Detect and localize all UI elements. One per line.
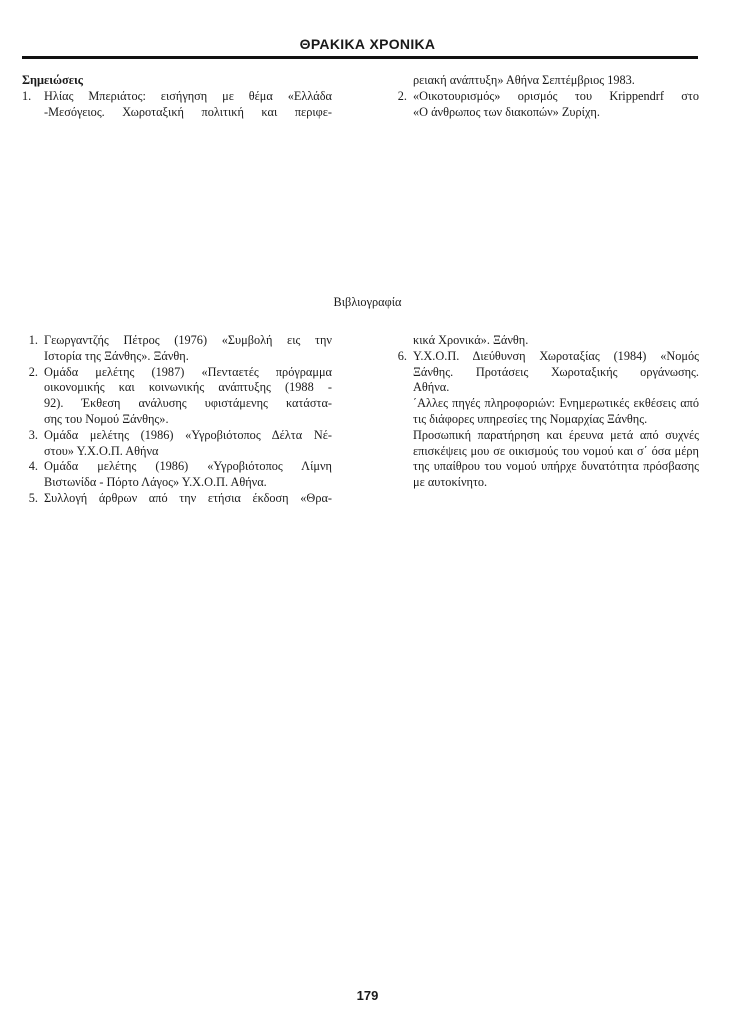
bibliography-item bbox=[22, 428, 332, 444]
bibliography-text: Βιστωνίδα - Πόρτο Λάγος» Υ.Χ.Ο.Π. Αθήνα. bbox=[44, 475, 267, 490]
bibliography-text: Ξάνθης. Προτάσεις Χωροταξικής οργάνωσης. bbox=[413, 364, 699, 379]
bibliography-item bbox=[22, 365, 332, 381]
note-text: Ηλίας Μπεριάτος: εισήγηση με θέμα «Ελλάδα bbox=[44, 88, 332, 103]
notes-left-column bbox=[22, 73, 332, 120]
note-item bbox=[22, 89, 332, 105]
bibliography-right-column bbox=[391, 333, 699, 491]
bibliography-text: Ομάδα μελέτης (1987) «Πενταετές πρόγραμμα bbox=[44, 364, 332, 379]
page-number: 179 bbox=[356, 988, 379, 1003]
bibliography-text: Ομάδα μελέτης (1986) «Υγροβιότοπος Λίμνη bbox=[44, 459, 332, 474]
bibliography-item bbox=[22, 459, 332, 475]
bibliography-text: κικά Χρονικά». Ξάνθη. bbox=[413, 333, 529, 347]
bibliography-number: 5. bbox=[28, 490, 38, 505]
other-sources-paragraph: ΄Αλλες πηγές πληροφοριών: Ενημερωτικές εκθέσεις από τις διάφορες υπηρεσίες της Νομαρχίας Ξάνθης. bbox=[413, 396, 699, 426]
bibliography-number: 3. bbox=[28, 427, 38, 442]
bibliography-number: 6. bbox=[397, 348, 407, 363]
bibliography-text: Ομάδα μελέτης (1986) «Υγροβιότοπος Δέλτα Νέ- bbox=[44, 427, 332, 442]
bibliography-text: Υ.Χ.Ο.Π. Διεύθυνση Χωροταξίας (1984) «Νομός bbox=[413, 348, 699, 363]
bibliography-item bbox=[391, 349, 699, 365]
bibliography-text: Ιστορία της Ξάνθης». Ξάνθη. bbox=[44, 348, 189, 363]
bibliography-text: Αθήνα. bbox=[413, 380, 450, 395]
note-text: ρειακή ανάπτυξη» Αθήνα Σεπτέμβριος 1983. bbox=[413, 73, 635, 87]
note-number: 2. bbox=[397, 88, 407, 103]
personal-observation-paragraph: Προσωπική παρατήρηση και έρευνα μετά από συχνές επισκέψεις μου σε οικισμούς του νομού και σ΄ όσα μέρη της υπαίθρου του νομού υπήρχε δυνατότητα πρόσβασης με αυτοκίνητο. bbox=[413, 427, 699, 490]
note-text: «Οικοτουρισμός» ορισμός του Krippendrf στο bbox=[413, 88, 699, 103]
bibliography-text: 92). Έκθεση ανάλυσης υφιστάμενης κατάστα- bbox=[44, 396, 332, 411]
bibliography-number: 2. bbox=[28, 364, 38, 379]
bibliography-text: Συλλογή άρθρων από την ετήσια έκδοση «Θρα- bbox=[44, 490, 332, 505]
bibliography-item bbox=[22, 333, 332, 349]
notes-heading: Σημειώσεις bbox=[22, 73, 83, 87]
note-text: «Ο άνθρωπος των διακοπών» Ζυρίχη. bbox=[413, 104, 600, 119]
bibliography-text: Γεωργαντζής Πέτρος (1976) «Συμβολή εις την bbox=[44, 333, 332, 347]
bibliography-left-column bbox=[22, 333, 332, 507]
notes-right-column bbox=[391, 73, 699, 120]
page-header-title: ΘΡΑΚΙΚΑ ΧΡΟΝΙΚΑ bbox=[299, 36, 436, 52]
note-item bbox=[391, 89, 699, 105]
bibliography-item bbox=[22, 491, 332, 507]
note-text: -Μεσόγειος. Χωροταξική πολιτική και περιφε- bbox=[44, 104, 332, 119]
bibliography-text: στου» Υ.Χ.Ο.Π. Αθήνα bbox=[44, 443, 159, 458]
note-number: 1. bbox=[22, 88, 32, 103]
bibliography-number: 1. bbox=[28, 333, 38, 347]
bibliography-heading: Βιβλιογραφία bbox=[333, 295, 402, 309]
bibliography-text: οικονομικής και κοινωνικής ανάπτυξης (1988 - bbox=[44, 380, 332, 395]
bibliography-text: σης του Νομού Ξάνθης». bbox=[44, 411, 169, 426]
bibliography-number: 4. bbox=[28, 459, 38, 474]
header-rule bbox=[22, 56, 698, 59]
